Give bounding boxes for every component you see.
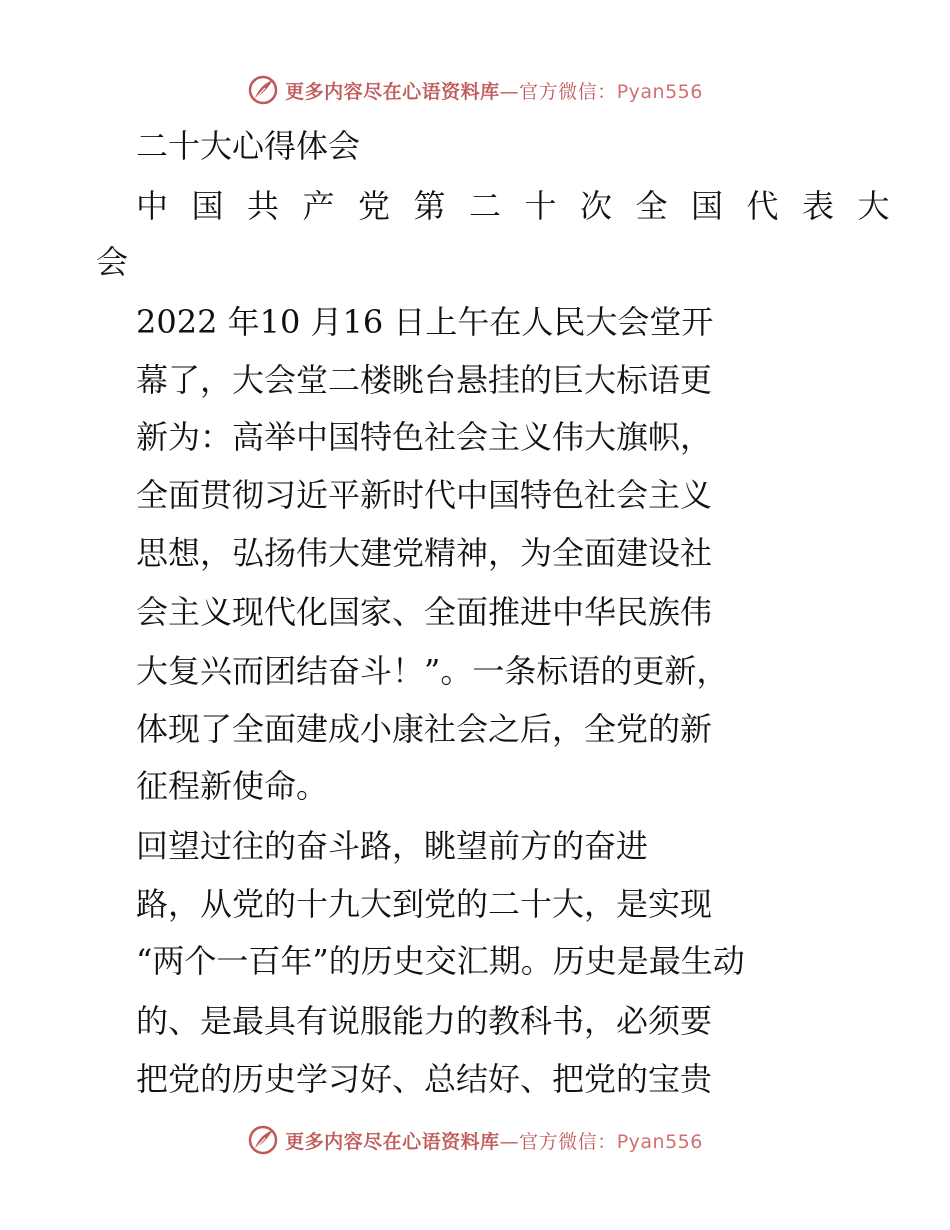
document-line: 会 <box>96 243 129 281</box>
document-line: “两个一百年”的历史交汇期。历史是最生动 <box>136 942 745 980</box>
watermark-banner-bottom <box>0 1120 950 1160</box>
document-line: 2022 年10 月16 日上午在人民大会堂开 <box>136 303 714 341</box>
watermark-content <box>247 74 703 106</box>
watermark-main-text: 更多内容尽在心语资料库 <box>285 80 500 103</box>
document-line: 思想，弘扬伟大建党精神，为全面建设社 <box>136 534 713 572</box>
document-line: 幕了，大会堂二楼眺台悬挂的巨大标语更 <box>136 361 713 399</box>
document-line: 回望过往的奋斗路，眺望前方的奋进 <box>136 827 649 865</box>
watermark-weixin-label: 官方微信： <box>519 1130 617 1153</box>
watermark-weixin-id: Pyan556 <box>616 80 703 103</box>
document-line: 全面贯彻习近平新时代中国特色社会主义 <box>136 476 713 514</box>
document-line: 中国共产党第二十次全国代表大 <box>136 187 914 225</box>
document-line: 把党的历史学习好、总结好、把党的宝贵 <box>136 1060 713 1098</box>
document-line: 体现了全面建成小康社会之后，全党的新 <box>136 710 713 748</box>
watermark-text <box>285 1127 703 1154</box>
watermark-weixin-id: Pyan556 <box>616 1130 703 1153</box>
feather-pen-logo-icon <box>247 1124 279 1156</box>
document-title: 二十大心得体会 <box>136 127 361 165</box>
document-line: 征程新使命。 <box>136 767 329 805</box>
document-line: 的、是最具有说服能力的教科书，必须要 <box>136 1002 713 1040</box>
document-line: 路，从党的十九大到党的二十大，是实现 <box>136 885 713 923</box>
document-line: 会主义现代化国家、全面推进中华民族伟 <box>136 593 713 631</box>
watermark-banner-top <box>0 70 950 110</box>
watermark-dash: — <box>499 1130 520 1153</box>
watermark-weixin-label: 官方微信： <box>519 80 617 103</box>
feather-pen-logo-icon <box>247 74 279 106</box>
document-line: 新为：高举中国特色社会主义伟大旗帜， <box>136 418 713 456</box>
watermark-dash: — <box>499 80 520 103</box>
document-line: 大复兴而团结奋斗！”。一条标语的更新， <box>136 652 729 690</box>
watermark-content <box>247 1124 703 1156</box>
watermark-text <box>285 77 703 104</box>
watermark-main-text: 更多内容尽在心语资料库 <box>285 1130 500 1153</box>
